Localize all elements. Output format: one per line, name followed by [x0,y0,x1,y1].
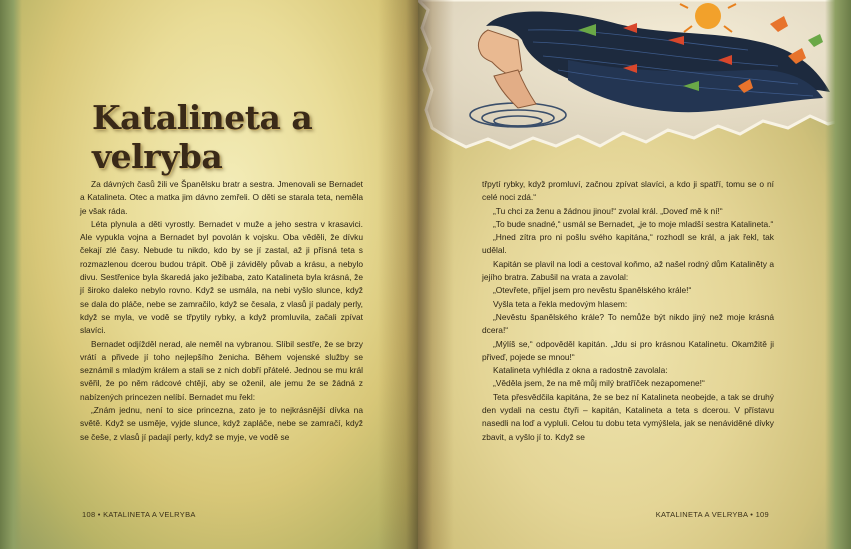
paragraph: „Tu chci za ženu a žádnou jinou!“ zvolal král. „Doveď mě k ní!“ [493,205,723,216]
page-folio-left: 108 • KATALINETA A VELRYBA [82,510,196,519]
paragraph: Bernadet odjížděl nerad, ale neměl na vybranou. Slíbil sestře, že se brzy vrátí a přivede jí toho nejlepšího ženicha. Během vojenské služby se seznámil s mladým králem a stali se z nich dobří přátelé. Jednou se mu král svěřil, že po něm rádcové chtějí, aby se oženil, ale jemu že se žádná z nabízených princezen nelíbí. Bernadet mu řekl: [80,338,363,402]
paragraph: Kapitán se plavil na lodi a cestoval koňmo, až našel rodný dům Kataliněty a jejího bratra. Zabušil na vrata a zavolal: [482,258,774,283]
page-title: Katalineta a velryba [92,98,313,176]
paragraph: „Nevěstu španělského krále? To nemůže být nikdo jiný než moje krásná dcera!“ [482,311,774,336]
illustration-woman-in-water [418,0,851,150]
paragraph: „To bude snadné,“ usmál se Bernadet, „je to moje mladší sestra Katalineta.“ [493,218,774,229]
paragraph: „Mýlíš se,“ odpověděl kapitán. „Jdu si pro krásnou Katalinetu. Okamžitě ji přiveď, pojede se mnou!“ [482,338,774,362]
paragraph: „Hned zítra pro ni pošlu svého kapitána,“ rozhodl se král, a jak řekl, tak udělal. [482,232,774,256]
page-folio-right: KATALINETA A VELRYBA • 109 [655,510,769,519]
paragraph: Vyšla teta a řekla medovým hlasem: [493,298,628,309]
paragraph: „Otevřete, přijel jsem pro nevěstu španělského krále!“ [493,285,692,296]
right-page [418,0,851,549]
paragraph: Za dávných časů žili ve Španělsku bratr a sestra. Jmenovali se Bernadet a Katalineta. Otec a matka jim dávno zemřeli. O děti se starala teta, neměla je však ráda. [80,179,363,216]
paragraph: „Znám jednu, není to sice princezna, zato je to nejkrásnější dívka na světě. Když se usměje, vyjde slunce, když zapláče, nebe se zamračí, když se češe, z vlasů jí padají perly, když se myje, ve vodě se [80,405,363,442]
left-page [0,0,418,549]
paragraph: „Věděla jsem, že na mě můj milý bratříček nezapomene!“ [493,378,705,389]
paragraph: Katalineta vyhlédla z okna a radostně zavolala: [493,365,668,376]
left-page-text [80,178,363,444]
paragraph: Teta přesvědčila kapitána, že se bez ní Katalineta neobejde, a tak se druhý den vydali na cestu čtyři – kapitán, Katalineta a teta s dcerou. V přístavu nasedli na loď a vypluli. Celou tu dobu teta vymýšlela, jak se nenáviděné dívky zbavit, a vyšlo jí to. Když se [482,391,774,442]
paragraph: třpytí rybky, když promluví, začnou zpívat slavíci, a kdo ji spatří, tomu se o ní celé noci zdá.“ [482,179,774,203]
paragraph: Léta plynula a děti vyrostly. Bernadet v muže a jeho sestra v krasavici. Ale vypukla vojna a Bernadet byl povolán k vojsku. Oba věděli, že dívku čekají zlé časy. Nebude tu nikdo, kdo by se jí zastal, až ji přísná teta s rozmazlenou dcerou budou trápit. Obě ji záviděly půvab a krásu, a nebylo divu. Sestřenice byla škaredá jako ježibaba, zato Katalineta byla krásná, že jí široko daleko nebylo rovno. Když se usmála, na nebi vyšlo slunce, když se dala do pláče, nebe se zamračilo, když se česala, z vlasů jí padaly perly, když se myla, ve vodě se třpytily rybky, a když promluvila, začali zpívat slavíci. [80,218,363,336]
right-page-text [482,178,774,444]
